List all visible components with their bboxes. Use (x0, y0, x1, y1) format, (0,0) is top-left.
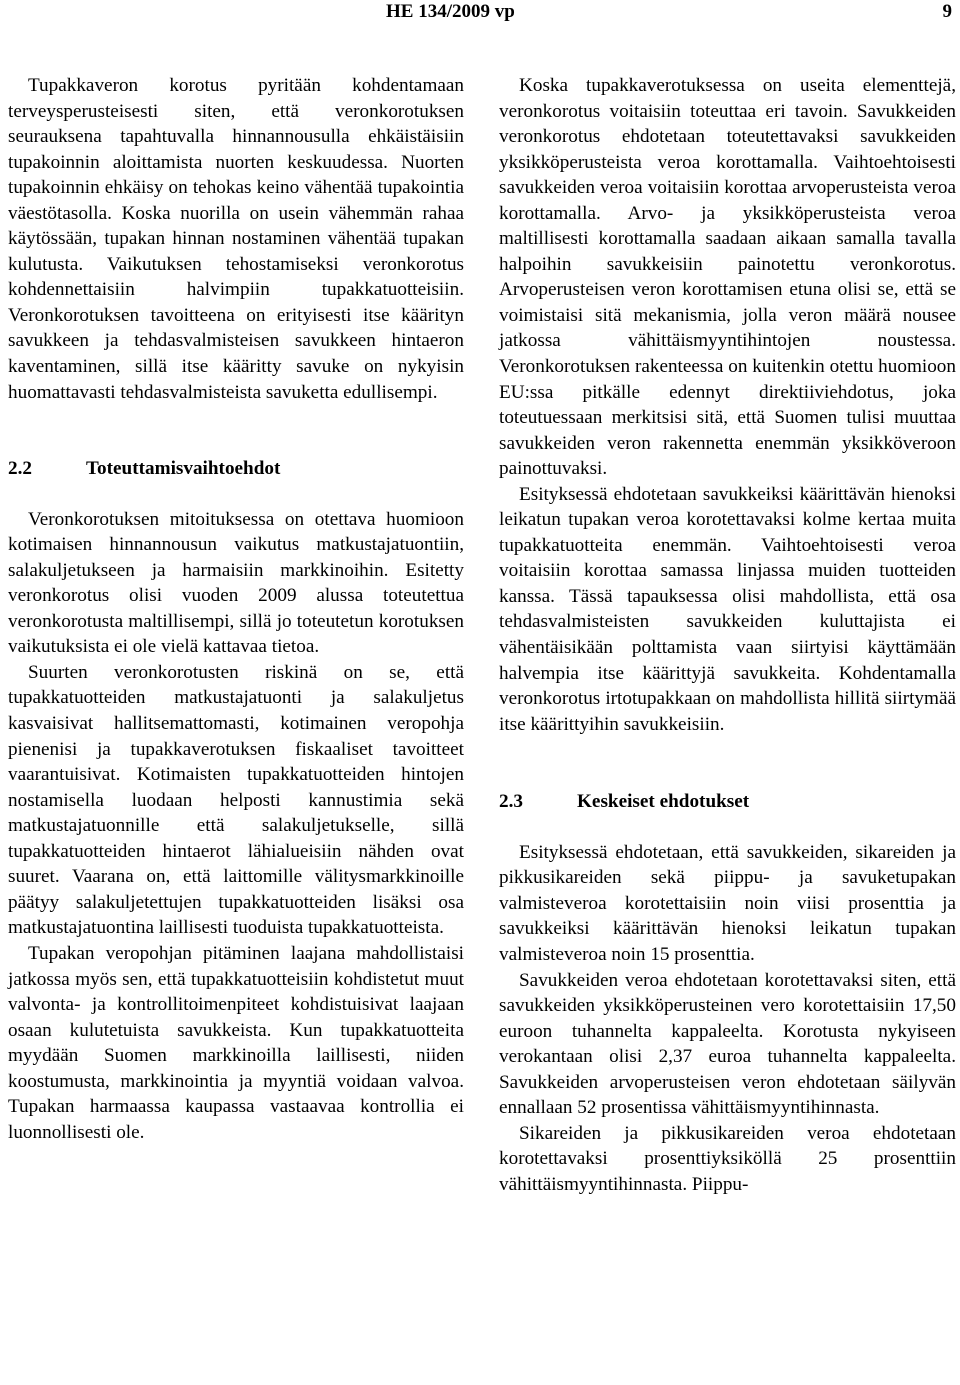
paragraph: Koska tupakkaverotuksessa on useita elementtejä, veronkorotus voitaisiin toteuttaa eri tavoin. Savukkeiden veronkorotus ehdotetaan toteutettavaksi savukkeiden yksikköperusteista veroa korottamalla. Vaihtoehtoisesti savukkeiden veroa voitaisiin korottaa arvoperusteista veroa korottamalla. Arvo- ja yksikköperusteista veroa maltillisesti korottamalla saadaan aikaan samalla tavalla halpoihin savukkeisiin painotettu veronkorotus. Arvoperusteisen veron korottamisen etuna olisi se, että se voimistaisi sitä mekanismia, jolla veron määrä nousee jatkossa vähittäismyyntihintojen noustessa. Veronkorotuksen rakenteessa on kuitenkin otettu huomioon EU:ssa pitkälle edennyt direktiiviehdotus, joka toteutuessaan merkitsisi sitä, että Suomen tulisi muuttaa savukkeiden veron rakennetta enemmän yksikköveroon painottuvaksi. (499, 75, 956, 480)
section-title: Toteuttamisvaihtoehdot (86, 458, 281, 480)
paragraph: Esityksessä ehdotetaan, että savukkeiden, sikareiden ja pikkusikareiden sekä piippu- ja savuketupakan valmisteveroa korotettaisiin noin viisi prosenttia ja savukkeiksi käärittävän hienoksi leikatun tupakan valmisteveroa noin 15 prosenttia. (499, 841, 956, 965)
section-title: Keskeiset ehdotukset (577, 791, 750, 813)
section-heading (499, 789, 956, 815)
paragraph: Savukkeiden veroa ehdotetaan korotettavaksi siten, että savukkeiden yksikköperusteinen vero korotettaisiin 17,50 euroon tuhannelta kappaleelta. Korotusta nykyiseen verokantaan olisi 2,37 euroa tuhannelta kappaleelta. Savukkeiden arvoperusteisen veron ehdotetaan säilyvän ennallaan 52 prosentissa vähittäismyyntihinnasta. (499, 969, 956, 1119)
paragraph: Tupakkaveron korotus pyritään kohdentamaan terveysperusteisesti siten, että veronkorotuksen seurauksena tapahtuvalla hinnannousulla ehkäistäisiin tupakoinnin aloittamista nuorten keskuudessa. Nuorten tupakoinnin ehkäisy on tehokas keino vähentää tupakointia väestötasolla. Koska nuorilla on usein vähemmän rahaa käytössään, tupakan hinnan nostaminen vähentää tupakan kulutusta. Vaikutuksen tehostamiseksi veronkorotus kohdennettaisiin halvimpiin tupakkatuotteisiin. Veronkorotuksen tavoitteena on erityisesti itse käärityn savukkeen ja tehdasvalmisteisen savukkeen hintaeron kaventaminen, sillä itse kääritty savuke on nykyisin huomattavasti tehdasvalmisteista savuketta edullisempi. (8, 75, 464, 403)
page-header (0, 0, 960, 36)
paragraph: Veronkorotuksen mitoituksessa on otettava huomioon kotimaisen hinnannousun vaikutus matkustajatuontiin, salakuljetukseen ja harmaisiin markkinoihin. Esitetty veronkorotus olisi vuoden 2009 alussa toteutettua veronkorotusta maltillisempi, sillä jo toteutetun korotuksen vaikutuksista ei ole vielä kattavaa tietoa. (8, 508, 464, 658)
paragraph: Suurten veronkorotusten riskinä on se, että tupakkatuotteiden matkustajatuonti ja salakuljetus kasvaisivat hallitsemattomasti, kotimainen veropohja pienenisi ja tupakkaverotuksen fiskaaliset tavoitteet vaarantuisivat. Kotimaisten tupakkatuotteiden hintojen nostamisella luodaan helposti kannustimia sekä matkustajatuonnille että salakuljetukselle, sillä tupakkatuotteiden hintaerot lähialueisiin nähden ovat suuret. Vaarana on, että laittomille välitysmarkkinoille päätyy salakuljetettujen tupakkatuotteiden lisäksi osa matkustajatuontina laillisesti tuoduista tupakkatuotteista. (8, 661, 464, 939)
paragraph: Esityksessä ehdotetaan savukkeiksi käärittävän hienoksi leikatun tupakan veroa korotettavaksi kolme kertaa muita tupakkatuotteita enemmän. Vaihtoehtoisesti veroa voitaisiin korottaa samassa linjassa muiden tuotteiden kanssa. Tässä tapauksessa olisi mahdollista, että osa tehdasvalmisteisten savukkeiden kuluttajista ei vähentäisikään polttamista vaan siirtyisi käyttämään halvempia itse käärittyjä savukkeita. Kohdentamalla veronkorotus irtotupakkaan on mahdollista hillitä siirtymää itse käärittyihin savukkeisiin. (499, 483, 956, 735)
section-heading (8, 456, 464, 482)
page-number: 9 (942, 1, 952, 22)
section-number: 2.3 (499, 791, 523, 813)
right-column (499, 73, 956, 1197)
section-number: 2.2 (8, 458, 32, 480)
paragraph: Tupakan veropohjan pitäminen laajana mahdollistaisi jatkossa myös sen, että tupakkatuotteisiin kohdistetut muut valvonta- ja kontrollitoimenpiteet kohdistuisivat laajaan osaan kulutetuista savukkeista. Kun tupakkatuotteita myydään Suomen markkinoilla laillisesti, niiden koostumusta, markkinointia ja myyntiä voidaan valvoa. Tupakan harmaassa kaupassa vastaavaa kontrollia ei luonnollisesti ole. (8, 942, 464, 1143)
paragraph: Sikareiden ja pikkusikareiden veroa ehdotetaan korotettavaksi prosenttiyksiköllä 25 prosenttiin vähittäismyyntihinnasta. Piippu- (499, 1122, 956, 1195)
left-column (8, 73, 464, 1145)
document-id: HE 134/2009 vp (386, 1, 515, 22)
